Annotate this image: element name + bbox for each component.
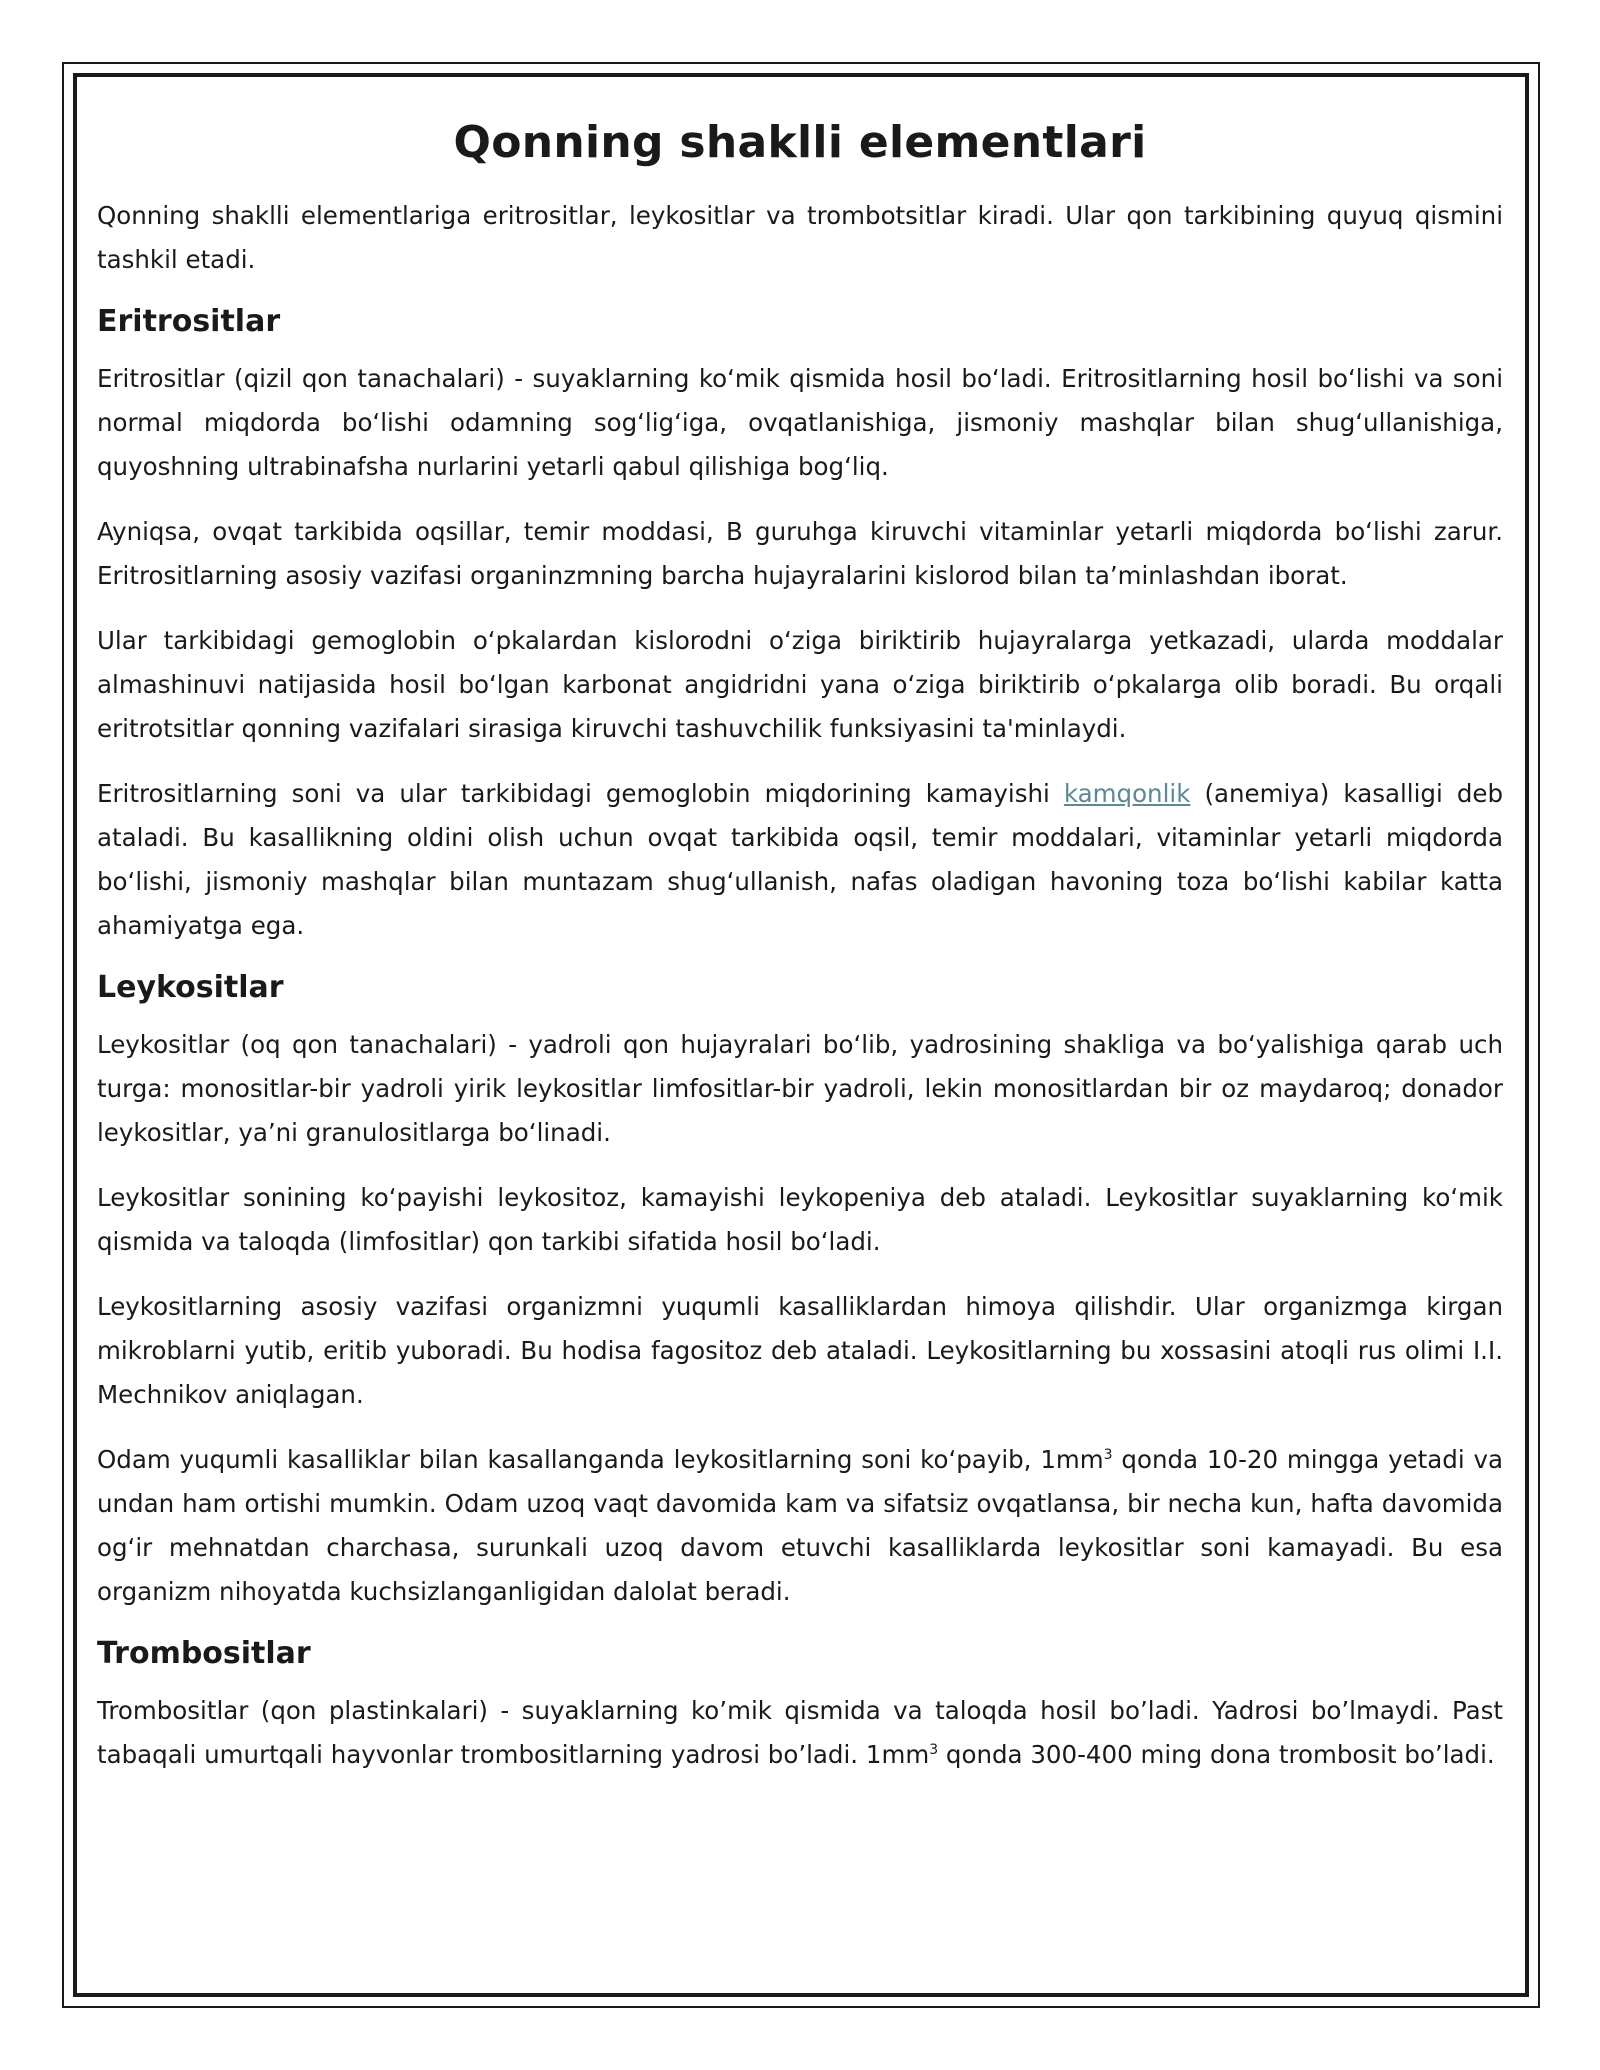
trombositlar-paragraph-1 — [97, 1689, 1503, 1777]
intro-paragraph: Qonning shaklli elementlariga eritrositlar, leykositlar va trombotsitlar kiradi. Ular qon tarkibining quyuq qismini tashkil etadi. — [97, 201, 1503, 274]
eritrositlar-paragraph-4 — [97, 772, 1503, 948]
leykositlar-paragraph-2: Leykositlar sonining koʻpayishi leykositoz, kamayishi leykopeniya deb ataladi. Leykositlar suyaklarning koʻmik qismida va taloqda (limfositlar) qon tarkibi sifatida hosil boʻladi. — [97, 1183, 1503, 1256]
paragraph-text: qonda 300-400 ming dona trombosit bo’ladi. — [938, 1740, 1495, 1769]
section-heading-leykositlar: Leykositlar — [97, 970, 284, 1005]
paragraph-text: Eritrositlarning soni va ular tarkibidagi gemoglobin miqdorining kamayishi — [97, 779, 1064, 808]
paragraph-text: qonda 10-20 mingga yetadi va undan ham ortishi mumkin. Odam uzoq vaqt davomida kam va sifatsiz ovqatlansa, bir necha kun, hafta davomida ogʻir mehnatdan charchasa, surunkali uzoq davom etuvchi kasalliklarda leykositlar soni kamayadi. Bu esa organizm nihoyatda kuchsizlanganligidan dalolat beradi. — [97, 1445, 1503, 1606]
paragraph-text: Trombositlar (qon plastinkalari) - suyaklarning ko’mik qismida va taloqda hosil bo’ladi. Yadrosi bo’lmaydi. Past tabaqali umurtqali hayvonlar trombositlarning yadrosi bo’ladi. 1mm — [97, 1696, 1503, 1769]
eritrositlar-paragraph-2: Ayniqsa, ovqat tarkibida oqsillar, temir moddasi, B guruhga kiruvchi vitaminlar yetarli miqdorda boʻlishi zarur. Eritrositlarning asosiy vazifasi organinzmning barcha hujayralarini kislorod bilan ta’minlashdan iborat. — [97, 517, 1503, 590]
superscript: 3 — [929, 1741, 939, 1758]
document-frame — [73, 73, 1529, 1997]
eritrositlar-paragraph-1: Eritrositlar (qizil qon tanachalari) - suyaklarning koʻmik qismida hosil boʻladi. Eritrositlarning hosil boʻlishi va soni normal miqdorda boʻlishi odamning sogʻligʻiga, ovqatlanishiga, jismoniy mashqlar bilan shugʻullanishiga, quyoshning ultrabinafsha nurlarini yetarli qabul qilishiga bogʻliq. — [97, 364, 1503, 481]
document-title: Qonning shaklli elementlari — [453, 117, 1147, 168]
superscript: 3 — [1103, 1446, 1113, 1463]
leykositlar-paragraph-4 — [97, 1438, 1503, 1614]
section-heading-eritrositlar: Eritrositlar — [97, 304, 281, 339]
leykositlar-paragraph-1: Leykositlar (oq qon tanachalari) - yadroli qon hujayralari boʻlib, yadrosining shakliga va boʻyalishiga qarab uch turga: monositlar-bir yadroli yirik leykositlar limfositlar-bir yadroli, lekin monositlardan bir oz maydaroq; donador leykositlar, ya’ni granulositlarga boʻlinadi. — [97, 1030, 1503, 1147]
paragraph-text: (anemiya) kasalligi deb ataladi. Bu kasallikning oldini olish uchun ovqat tarkibida oqsil, temir moddalari, vitaminlar yetarli miqdorda boʻlishi, jismoniy mashqlar bilan muntazam shugʻullanish, nafas oladigan havoning toza boʻlishi kabilar katta ahamiyatga ega. — [97, 779, 1503, 940]
eritrositlar-paragraph-3: Ular tarkibidagi gemoglobin oʻpkalardan kislorodni oʻziga biriktirib hujayralarga yetkazadi, ularda moddalar almashinuvi natijasida hosil boʻlgan karbonat angidridni yana oʻziga biriktirib oʻpkalarga olib boradi. Bu orqali eritrotsitlar qonning vazifalari sirasiga kiruvchi tashuvchilik funksiyasini ta'minlaydi. — [97, 626, 1503, 743]
kamqonlik-link[interactable]: kamqonlik — [1063, 779, 1191, 808]
leykositlar-paragraph-3: Leykositlarning asosiy vazifasi organizmni yuqumli kasalliklardan himoya qilishdir. Ular organizmga kirgan mikroblarni yutib, eritib yuboradi. Bu hodisa fagositoz deb ataladi. Leykositlarning bu xossasini atoqli rus olimi I.I. Mechnikov aniqlagan. — [97, 1292, 1503, 1409]
section-heading-trombositlar: Trombositlar — [97, 1636, 311, 1671]
paragraph-text: Odam yuqumli kasalliklar bilan kasallanganda leykositlarning soni koʻpayib, 1mm — [97, 1445, 1104, 1474]
